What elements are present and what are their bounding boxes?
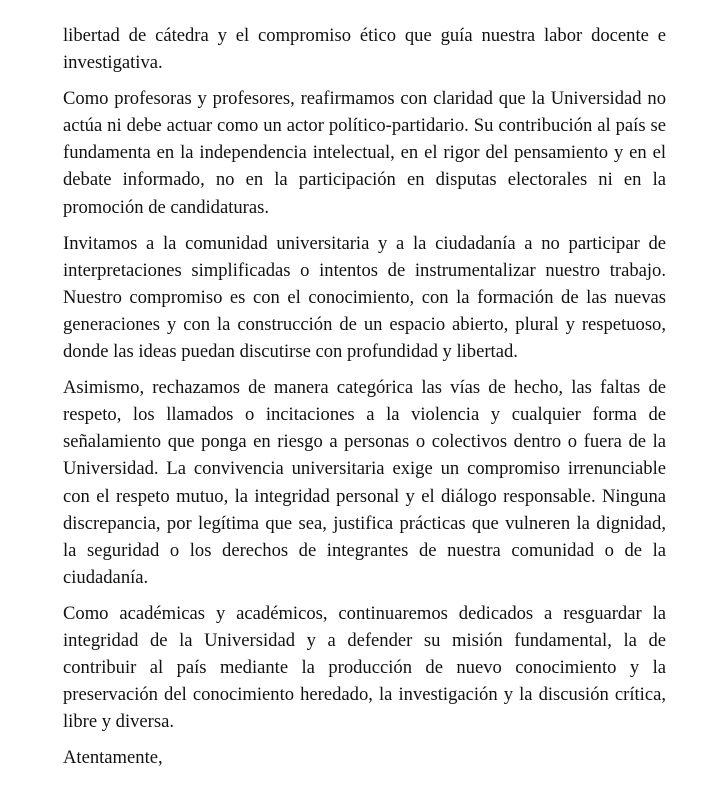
closing-salutation: Atentamente, [63, 747, 163, 769]
document-body [63, 22, 666, 771]
paragraph-invitation-community: Invitamos a la comunidad universitaria y a la ciudadanía a no participar de interpretaciones simplificadas o intentos de instrumentalizar nuestro trabajo. Nuestro compromiso es con el conocimiento, con la formación de las nuevas generaciones y con la construcción de un espacio abierto, plural y respetuoso, donde las ideas puedan discutirse con profundidad y libertad. [63, 232, 666, 363]
paragraph-commitment-mission: Como académicas y académicos, continuaremos dedicados a resguardar la integridad de la Universidad y a defender su misión fundamental, la de contribuir al país mediante la producción de nuevo conocimiento y la preservación del conocimiento heredado, la investigación y la discusión crítica, libre y diversa. [63, 602, 666, 733]
paragraph-rejection-violence: Asimismo, rechazamos de manera categórica las vías de hecho, las faltas de respeto, los llamados o incitaciones a la violencia y cualquier forma de señalamiento que ponga en riesgo a personas o colectivos dentro o fuera de la Universidad. La convivencia universitaria exige un compromiso irrenunciable con el respeto mutuo, la integridad personal y el diálogo responsable. Ninguna discrepancia, por legítima que sea, justifica prácticas que vulneren la dignidad, la seguridad o los derechos de integrantes de nuestra comunidad o de la ciudadanía. [63, 377, 666, 588]
paragraph-academic-freedom: libertad de cátedra y el compromiso ético que guía nuestra labor docente e investigativa. [63, 25, 666, 74]
paragraph-university-neutrality: Como profesoras y profesores, reafirmamos con claridad que la Universidad no actúa ni debe actuar como un actor político-partidario. Su contribución al país se fundamenta en la independencia intelectual, en el rigor del pensamiento y en el debate informado, no en la participación en disputas electorales ni en la promoción de candidaturas. [63, 88, 666, 218]
